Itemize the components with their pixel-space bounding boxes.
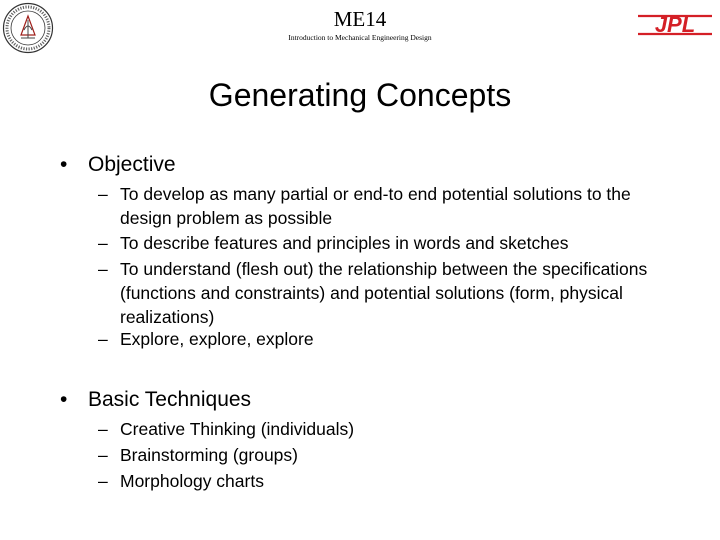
sub-item-text: Morphology charts: [120, 471, 264, 491]
sub-item: [98, 443, 668, 467]
sub-item-text: Creative Thinking (individuals): [120, 419, 355, 439]
dash: –: [98, 259, 108, 279]
sub-item: [98, 469, 668, 493]
sub-item: [98, 182, 668, 230]
jpl-logo: [636, 12, 714, 38]
dash: –: [98, 184, 108, 204]
dash: –: [98, 471, 108, 491]
dash: –: [98, 329, 108, 349]
sub-item-text: To understand (flesh out) the relationship between the specifications (functions and constraints) and potential solutions (form, physical realizations): [120, 259, 648, 327]
sub-item-text: To describe features and principles in words and sketches: [120, 233, 569, 253]
course-code: ME14: [333, 7, 387, 31]
dash: –: [98, 445, 108, 465]
jpl-logo-text: JPL: [654, 12, 696, 37]
slide-title: Generating Concepts: [208, 77, 512, 113]
bullet-heading: Basic Techniques: [88, 388, 252, 411]
bullet-dot: •: [60, 153, 68, 176]
sub-item: [98, 417, 668, 441]
bullet-heading: Objective: [88, 153, 176, 176]
sub-item: [98, 231, 668, 255]
sub-item-text: To develop as many partial or end-to end potential solutions to the design problem as possible: [120, 184, 631, 228]
sub-item-text: Brainstorming (groups): [120, 445, 298, 465]
bullet-dot: •: [60, 388, 68, 411]
sub-item-text: Explore, explore, explore: [120, 329, 314, 349]
dash: –: [98, 419, 108, 439]
sub-item: [98, 257, 668, 329]
course-subtitle: Introduction to Mechanical Engineering Design: [288, 33, 432, 42]
dash: –: [98, 233, 108, 253]
sub-item: [98, 327, 668, 351]
